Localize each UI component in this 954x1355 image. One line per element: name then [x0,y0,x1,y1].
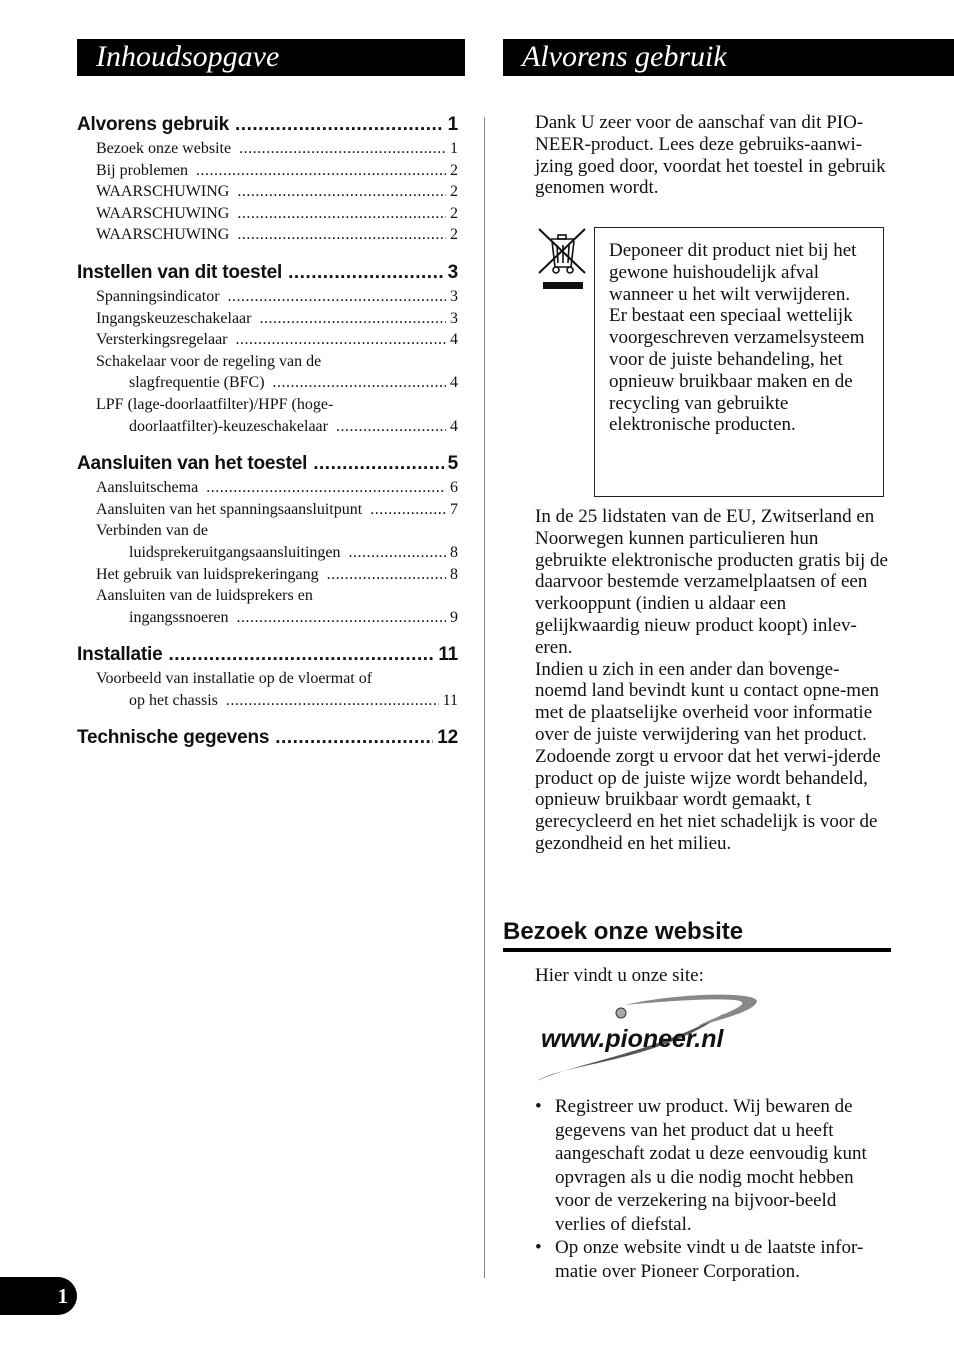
toc-entry-label: WAARSCHUWING [96,183,230,201]
toc-entry[interactable] [77,585,458,607]
toc-page: 3 [447,261,458,283]
list-item [535,1095,891,1236]
toc-entry-page: 2 [450,204,458,222]
toc-entry-label: Aansluiten van het spanningsaansluitpunt [96,500,363,518]
toc-entry[interactable] [77,607,458,629]
toc-leader [275,725,433,751]
toc-section-title[interactable] [77,642,458,668]
toc-entry-label: luidsprekeruitgangsaansluitingen [129,543,341,561]
toc-leader [237,607,446,629]
toc-entry[interactable] [77,224,458,246]
toc-entry-page: 3 [450,309,458,327]
toc-entry[interactable] [77,138,458,160]
disposal-paragraph-1: In de 25 lidstaten van de EU, Zwitserland en Noorwegen kunnen particulieren hun gebruikte elektronische producten gratis bij de daarvoor bestemde verzamelplaatsen of een verkooppunt (indien u aldaar een gelijkwaardig nieuw product koopt) inlev-eren. [535,506,888,658]
list-item [535,1236,891,1283]
toc-section [77,260,458,437]
toc-entry-page: 2 [450,226,458,244]
toc-entry-label: Het gebruik van luidsprekeringang [96,565,319,583]
table-of-contents [77,112,458,765]
toc-section-title[interactable] [77,725,458,751]
toc-entry-page: 4 [450,331,458,349]
weee-bin-icon [535,227,587,291]
toc-leader [336,416,446,438]
website-heading: Bezoek onze website [503,916,891,952]
toc-title-label: Instellen van dit toestel [77,261,283,283]
toc-entry-label: Voorbeeld van installatie op de vloermat of [96,670,373,688]
toc-section-title[interactable] [77,260,458,286]
toc-entry-label: WAARSCHUWING [96,204,230,222]
toc-leader [237,203,446,225]
bullet-icon: • [535,1096,542,1117]
toc-entry[interactable] [77,351,458,373]
toc-leader [370,499,446,521]
website-intro: Hier vindt u onze site: [535,965,704,986]
disposal-notice-text: Deponeer dit product niet bij het gewone huishoudelijk afval wanneer u het wilt verwijderen. Er bestaat een speciaal wettelijk voorgeschreven verzamelsysteem voor de juiste behandeling, het opnieuw bruikbaar maken en de recycling van gebruikte elektronische producten. [609,240,865,436]
toc-entry-label: Bij problemen [96,161,188,179]
toc-entry-page: 9 [450,608,458,626]
toc-section [77,112,458,246]
toc-entry-page: 7 [450,500,458,518]
toc-entry-label: doorlaatfilter)-keuzeschakelaar [129,417,328,435]
toc-page: 5 [447,453,458,475]
toc-entry-page: 8 [450,543,458,561]
toc-leader [313,451,443,477]
toc-entry-label: op het chassis [129,691,218,709]
toc-leader [206,477,446,499]
intro-text [535,112,891,199]
pioneer-website-logo[interactable] [535,993,761,1087]
intro-paragraph: Dank U zeer voor de aanschaf van dit PIO-NEER-product. Lees deze gebruiks-aanwi-jzing goed door, voordat het toestel in gebruik genomen wordt. [535,112,886,199]
toc-leader [237,224,446,246]
toc-leader [196,160,446,182]
toc-entry[interactable] [77,286,458,308]
toc-entry-label: Schakelaar voor de regeling van de [96,352,322,370]
toc-entry-page: 1 [450,140,458,157]
toc-leader [228,286,446,308]
toc-leader [235,112,444,138]
page-number: 1 [0,1277,77,1315]
toc-entry-label: WAARSCHUWING [96,226,230,244]
toc-section-title[interactable] [77,451,458,477]
disposal-notice-box [594,227,884,497]
website-bullets [535,1095,891,1283]
toc-page: 12 [437,727,458,749]
toc-page: 11 [438,644,458,666]
toc-title-label: Alvorens gebruik [77,114,230,135]
toc-entry[interactable] [77,564,458,586]
toc-entry[interactable] [77,542,458,564]
toc-leader [168,642,434,668]
toc-entry-label: Ingangskeuzeschakelaar [96,309,252,327]
toc-entry-label: slagfrequentie (BFC) [129,374,265,392]
logo-url-text: www.pioneer.nl [541,1025,724,1053]
toc-entry-page: 8 [450,565,458,583]
toc-entry-label: Spanningsindicator [96,287,220,305]
toc-entry[interactable] [77,308,458,330]
toc-title-label: Installatie [77,644,163,666]
toc-entry-label: ingangssnoeren [129,608,229,626]
toc-entry[interactable] [77,690,458,712]
toc-header: Inhoudsopgave [77,39,465,76]
toc-entry-label: Bezoek onze website [96,140,232,157]
disposal-paragraph-3: Zodoende zorgt u ervoor dat het verwi-jderde product op de juiste wijze wordt behandeld, opnieuw bruikbaar wordt gemaakt, t gerecycleerd en het niet schadelijk is voor de gezondheid en het milieu. [535,745,881,854]
toc-entry[interactable] [77,416,458,438]
toc-entry-label: Aansluitschema [96,479,199,497]
toc-section [77,725,458,751]
toc-title-label: Technische gegevens [77,727,270,749]
toc-leader [226,690,439,712]
section-header: Alvorens gebruik [503,39,954,76]
bullet-icon: • [535,1237,542,1258]
toc-leader [236,329,447,351]
toc-entry[interactable] [77,668,458,690]
bullet-text-1: Registreer uw product. Wij bewaren de gegevens van het product dat u heeft aangeschaft zodat u deze eenvoudig kunt opvragen als u die nodig mocht hebben voor de verzekering na bijvoor-beeld verlies of diefstal. [555,1096,867,1235]
toc-leader [259,308,446,330]
toc-entry[interactable] [77,329,458,351]
toc-entry-page: 11 [442,691,458,709]
toc-entry-label: Aansluiten van de luidsprekers en [96,587,313,605]
toc-entry-label: Verbinden van de [96,522,208,540]
column-divider [484,117,485,1278]
toc-leader [239,138,446,160]
toc-leader [349,542,446,564]
toc-entry-page: 6 [450,479,458,497]
disposal-info [535,506,891,855]
toc-leader [288,260,444,286]
toc-entry-label: LPF (lage-doorlaatfilter)/HPF (hoge- [96,395,334,413]
toc-title-label: Aansluiten van het toestel [77,453,308,475]
toc-leader [237,181,446,203]
toc-entry-page: 3 [450,287,458,305]
toc-entry-label: Versterkingsregelaar [96,331,228,349]
toc-entry[interactable] [77,394,458,416]
toc-entry-page: 2 [450,183,458,201]
toc-page: 1 [447,114,458,135]
toc-section [77,642,458,711]
toc-entry[interactable] [77,372,458,394]
toc-entry[interactable] [77,499,458,521]
toc-leader [327,564,446,586]
toc-entry[interactable] [77,181,458,203]
disposal-paragraph-2: Indien u zich in een ander dan bovenge-noemd land bevindt kunt u contact opne-men met de plaatselijke overheid voor informatie over de juiste verwijdering van het product. [535,658,880,745]
toc-entry[interactable] [77,203,458,225]
toc-leader [273,372,446,394]
toc-entry-page: 2 [450,161,458,179]
toc-entry[interactable] [77,520,458,542]
toc-entry-page: 4 [450,417,458,435]
bullet-text-2: Op onze website vindt u de laatste infor-matie over Pioneer Corporation. [555,1237,864,1282]
toc-entry-page: 4 [450,374,458,392]
toc-section-title[interactable] [77,112,458,138]
toc-section [77,451,458,628]
toc-entry[interactable] [77,477,458,499]
toc-entry[interactable] [77,160,458,182]
